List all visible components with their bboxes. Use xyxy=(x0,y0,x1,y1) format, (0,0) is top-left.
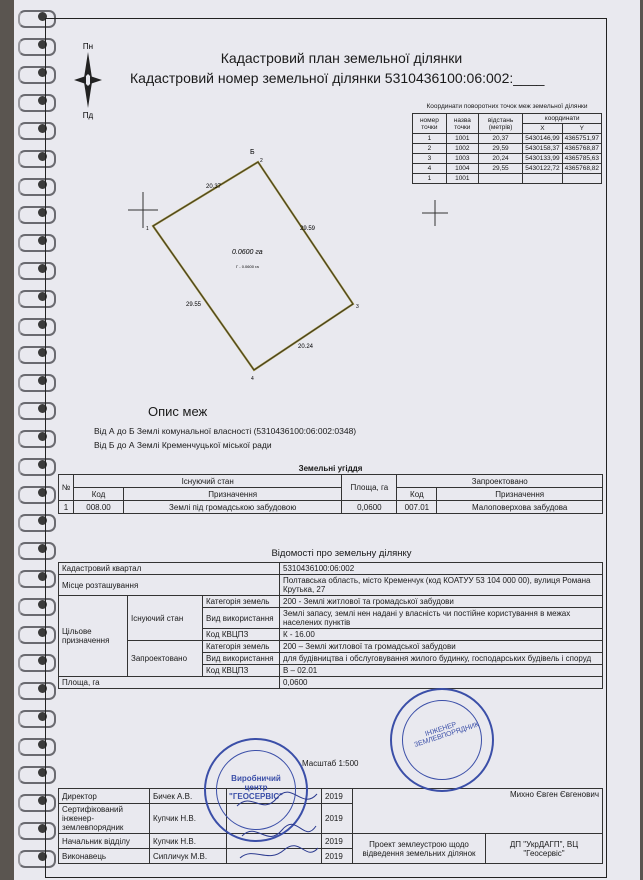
cell-number: 1 xyxy=(413,134,447,144)
col-header-y: Y xyxy=(562,124,601,134)
cell-name: 1004 xyxy=(446,164,478,174)
col-header-designed: Запроектовано xyxy=(397,475,603,488)
area-small-label: Г - 0.0600 га xyxy=(236,264,259,269)
head-name: Купчик Н.В. xyxy=(150,834,227,849)
year-cell: 2019 xyxy=(322,849,353,864)
existing-label: Існуючий стан xyxy=(128,596,203,641)
boundary-line-2: Від Б до А Землі Кременчуцької міської ради xyxy=(94,440,272,450)
executor-name: Сипличук М.В. xyxy=(150,849,227,864)
cell-number: 4 xyxy=(413,164,447,174)
land-use-caption: Земельні угіддя xyxy=(298,463,363,473)
point-label-b: Б xyxy=(250,149,255,156)
cell-y: 4365768,82 xyxy=(562,164,601,174)
cell-area: 0,0600 xyxy=(342,501,397,514)
cadastral-number-line: Кадастровий номер земельної ділянки 5310436100:06:002:____ xyxy=(130,70,545,86)
designed-kvcpz-value: В – 02.01 xyxy=(280,665,603,677)
land-use-table xyxy=(58,462,603,514)
col-header-no: № xyxy=(59,475,74,501)
cell-x xyxy=(523,174,562,184)
director-name: Бичек А.В. xyxy=(150,789,227,804)
stamp-text: ІНЖЕНЕР ЗЕМЛЕВПОРЯДНИК xyxy=(413,721,480,749)
use-label: Вид використання xyxy=(203,608,280,629)
cell-no: 1 xyxy=(59,501,74,514)
director-label: Директор xyxy=(59,789,150,804)
cell-distance: 29,55 xyxy=(478,164,522,174)
engineer-label: Сертифікований інженер-землевпорядник xyxy=(59,804,150,834)
cell-y: 4365785,63 xyxy=(562,154,601,164)
col-header-distance: відстань (метрів) xyxy=(478,114,522,134)
cell-name: 1001 xyxy=(446,174,478,184)
cell-purpose-designed: Малоповерхова забудова xyxy=(437,501,603,514)
cell-code-existing: 008.00 xyxy=(74,501,124,514)
cell-distance: 20,24 xyxy=(478,154,522,164)
land-plot-drawing xyxy=(110,130,410,390)
area-label: 0.0600 га xyxy=(232,249,263,256)
cell-name: 1001 xyxy=(446,134,478,144)
cell-distance xyxy=(478,174,522,184)
certifier-name: Михно Євген Євгенович xyxy=(353,789,603,834)
info-caption: Відомості про земельну ділянку xyxy=(271,548,412,559)
engineer-name: Купчик Н.В. xyxy=(150,804,227,834)
point-label-3: 3 xyxy=(356,304,359,310)
table-row xyxy=(413,144,602,154)
designed-category-value: 200 – Землі житлової та громадської забудови xyxy=(280,641,603,653)
side-label-bottom: 20.24 xyxy=(298,344,314,350)
table-row xyxy=(59,575,603,596)
location-label: Місце розташування xyxy=(59,575,280,596)
table-row xyxy=(413,154,602,164)
cell-y: 4365751,97 xyxy=(562,134,601,144)
existing-kvcpz-value: К - 16.00 xyxy=(280,629,603,641)
cell-code-designed: 007.01 xyxy=(397,501,437,514)
cell-x: 5430158,37 xyxy=(523,144,562,154)
cell-y: 4365768,87 xyxy=(562,144,601,154)
category-label: Категорія земель xyxy=(203,596,280,608)
stamp-text: Виробничий центр "ГЕОСЕРВІС" xyxy=(229,774,283,801)
area-value: 0,0600 xyxy=(280,677,603,689)
col-header-purpose: Призначення xyxy=(437,488,603,501)
cell-distance: 29,59 xyxy=(478,144,522,154)
table-row xyxy=(59,834,603,849)
point-label-1: 1 xyxy=(146,226,149,232)
cell-number: 3 xyxy=(413,154,447,164)
crosshair-icon xyxy=(420,198,450,228)
cell-name: 1002 xyxy=(446,144,478,154)
engineer-stamp xyxy=(390,688,494,792)
page-title: Кадастровий план земельної ділянки xyxy=(220,50,463,66)
table-row xyxy=(413,134,602,144)
cell-name: 1003 xyxy=(446,154,478,164)
side-label-left: 29.55 xyxy=(186,302,202,308)
designed-use-value: для будівництва і обслуговування жилого будинку, господарських будівель і споруд xyxy=(280,653,603,665)
head-label: Начальник відділу xyxy=(59,834,150,849)
table-row xyxy=(59,789,603,804)
table-row xyxy=(413,164,602,174)
cell-x: 5430133,99 xyxy=(523,154,562,164)
location-value: Полтавська область, місто Кременчук (код КОАТУУ 53 104 000 00), вулиця Романа Крутька, 27 xyxy=(280,575,603,596)
col-header-purpose: Призначення xyxy=(124,488,342,501)
kvcpz-label: Код КВЦПЗ xyxy=(203,665,280,677)
category-label: Категорія земель xyxy=(203,641,280,653)
scale-label: Масштаб 1:500 xyxy=(302,759,359,768)
table-row xyxy=(59,501,603,514)
quarter-label: Кадастровий квартал xyxy=(59,563,280,575)
handwritten-signature xyxy=(232,786,322,866)
side-label-top: 20.37 xyxy=(206,184,222,190)
point-label-2: 2 xyxy=(260,158,263,164)
existing-use-value: Землі запасу, землі нен надані у власність чи постійне користування в межах населених пунктів xyxy=(280,608,603,629)
use-label: Вид використання xyxy=(203,653,280,665)
coordinates-block xyxy=(412,103,602,184)
project-title: Проект землеустрою щодо відведення земельних ділянок xyxy=(353,834,486,864)
organization-name: ДП "УкрДАГП", ВЦ "Геосервіс" xyxy=(486,834,603,864)
table-row xyxy=(59,563,603,575)
cell-x: 5430122,72 xyxy=(523,164,562,174)
boundary-line-1: Від А до Б Землі комунальної власності (5310436100:06:002:0348) xyxy=(94,426,357,436)
compass-north-label: Пн xyxy=(82,42,94,51)
cell-distance: 20,37 xyxy=(478,134,522,144)
coordinates-table xyxy=(412,113,602,184)
executor-label: Виконавець xyxy=(59,849,150,864)
table-row xyxy=(59,596,603,608)
col-header-code: Код xyxy=(397,488,437,501)
cell-number: 1 xyxy=(413,174,447,184)
area-label: Площа, га xyxy=(59,677,280,689)
existing-category-value: 200 - Землі житлової та громадської забудови xyxy=(280,596,603,608)
col-header-name: назва точки xyxy=(446,114,478,134)
signatures-table xyxy=(58,788,603,864)
cell-x: 5430146,99 xyxy=(523,134,562,144)
year-cell: 2019 xyxy=(322,834,353,849)
col-header-area: Площа, га xyxy=(342,475,397,501)
compass-south-label: Пд xyxy=(82,111,94,120)
cell-y xyxy=(562,174,601,184)
table-row xyxy=(59,677,603,689)
designed-label: Запроектовано xyxy=(128,641,203,677)
info-table xyxy=(58,562,603,689)
col-header-existing: Існуючий стан xyxy=(74,475,342,488)
coordinates-caption: Координати поворотних точок меж земельної ділянки xyxy=(426,103,588,110)
target-label: Цільове призначення xyxy=(59,596,128,677)
col-header-code: Код xyxy=(74,488,124,501)
boundaries-title: Опис меж xyxy=(148,404,208,419)
table-row xyxy=(413,174,602,184)
kvcpz-label: Код КВЦПЗ xyxy=(203,629,280,641)
quarter-value: 5310436100:06:002 xyxy=(280,563,603,575)
cell-purpose-existing: Землі під громадською забудовою xyxy=(124,501,342,514)
side-label-right: 29.59 xyxy=(300,226,316,232)
table-row xyxy=(59,641,603,653)
cell-number: 2 xyxy=(413,144,447,154)
col-header-x: X xyxy=(523,124,562,134)
year-cell: 2019 xyxy=(322,789,353,804)
col-header-number: номер точки xyxy=(413,114,447,134)
point-label-4: 4 xyxy=(251,376,254,382)
year-cell: 2019 xyxy=(322,804,353,834)
col-header-coords: координати xyxy=(523,114,602,124)
